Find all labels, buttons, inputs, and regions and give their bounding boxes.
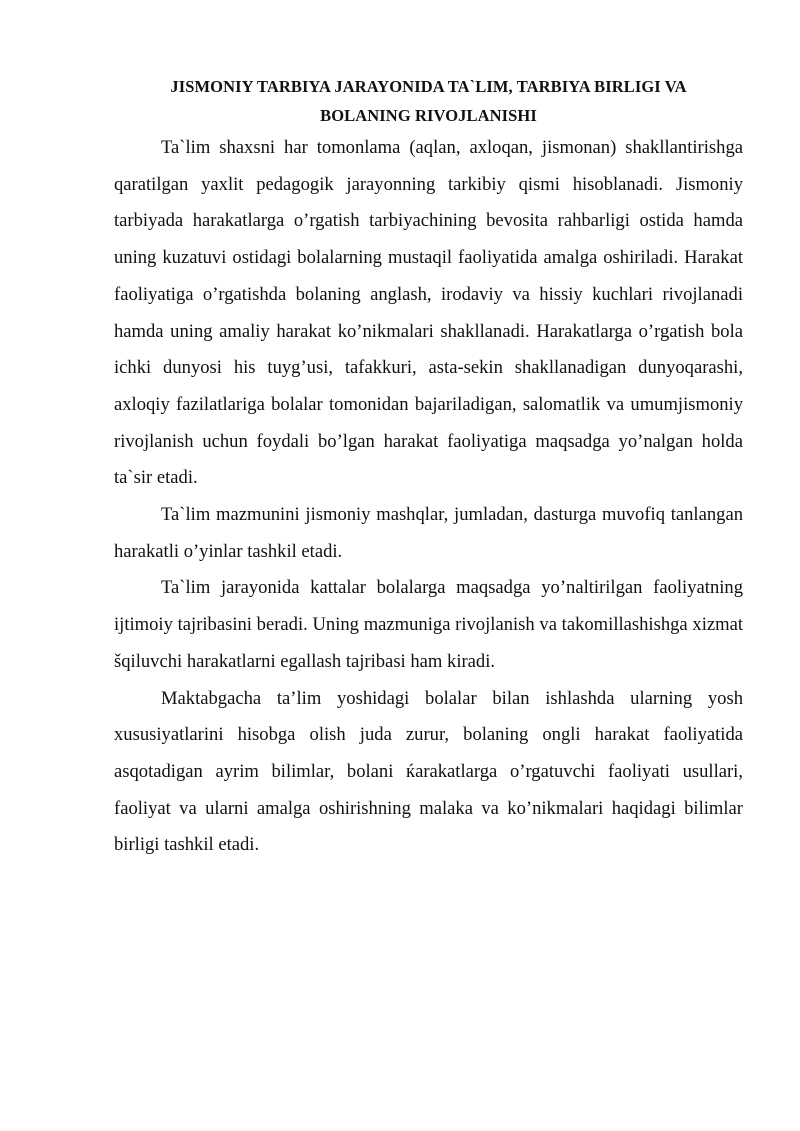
paragraph-4: Maktabgacha ta’lim yoshidagi bolalar bilan ishlashda ularning yosh xususiyatlarini hisobga olish juda zurur, bolaning ongli harakat faoliyatida asqotadigan ayrim bilimlar, bolani ќarakatlarga o’rgatuvchi faoliyati usullari, faoliyat va ularni amalga oshirishning malaka va ko’nikmalari haqidagi bilimlar birligi tashkil etadi. (114, 687, 743, 856)
title-line-2: BOLANING RIVOJLANISHI (320, 106, 537, 125)
document-page (114, 72, 743, 864)
paragraph-1: Ta`lim shaxsni har tomonlama (aqlan, axloqan, jismonan) shakllantirishga qaratilgan yaxlit pedagogik jarayonning tarkibiy qismi hisoblanadi. Jismoniy tarbiyada harakatlarga o’rgatish tarbiyachining bevosita rahbarligi ostida hamda uning kuzatuvi ostidagi bolalarning mustaqil faoliyatida amalga oshiriladi. Harakat faoliyatiga o’rgatishda bolaning anglash, irodaviy va hissiy kuchlari rivojlanadi hamda uning amaliy harakat ko’nikmalari shakllanadi. Harakatlarga o’rgatish bola ichki dunyosi his tuyg’usi, tafakkuri, asta-sekin shakllanadigan dunyoqarashi, axloqiy fazilatlariga bolalar tomonidan bajariladigan, salomatlik va umumjismoniy rivojlanish uchun foydali bo’lgan harakat faoliyatiga maqsadga yo’nalgan holda ta`sir etadi. (114, 137, 743, 489)
title-line-1: JISMONIY TARBIYA JARAYONIDA TA`LIM, TARBIYA BIRLIGI VA (170, 77, 687, 96)
document-title (114, 72, 743, 130)
paragraph-2: Ta`lim mazmunini jismoniy mashqlar, jumladan, dasturga muvofiq tanlangan harakatli o’yinlar tashkil etadi. (114, 504, 743, 562)
paragraph-3: Ta`lim jarayonida kattalar bolalarga maqsadga yo’naltirilgan faoliyatning ijtimoiy tajribasini beradi. Uning mazmuniga rivojlanish va takomillashishga xizmat šqiluvchi harakatlarni egallash tajribasi ham kiradi. (114, 577, 743, 672)
